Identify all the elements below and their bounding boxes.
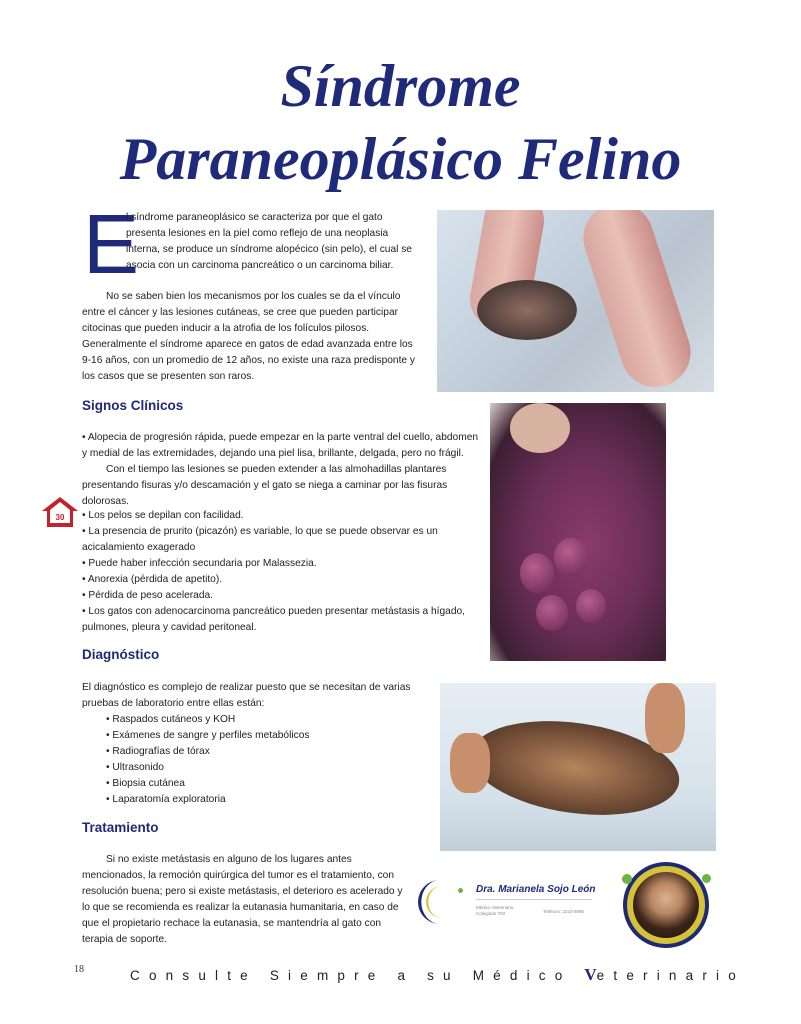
card-colegiado: Colegiado 703	[476, 911, 506, 916]
intro-text-2: No se saben bien los mecanismos por los cuales se da el vínculo entre el cáncer y las lesiones cutáneas, se cree que pueden participar citocinas que pueden inducir a la atrofia de los folículos pilosos. Generalmente el síndrome aparece en gatos de edad avanzada entre los 9-16 años, con un promedio de 12 años, no existe una raza predisponte y los casos que se presenten son raros.	[82, 291, 416, 382]
card-role: Médico Veterinario	[476, 905, 514, 910]
avatar	[623, 862, 709, 948]
house-badge-icon	[40, 495, 80, 529]
heading-signos: Signos Clínicos	[82, 398, 184, 413]
signos-item-1: • Alopecia de progresión rápida, puede empezar en la parte ventral del cuello, abdomen y medial de las extremidades, dejando una piel lisa, brillante, delgada, pero no frágil.	[82, 432, 479, 459]
diagnostico-list-item: • Ultrasonido	[106, 762, 164, 773]
footer-slogan	[130, 965, 745, 985]
diagnostico-list-item: • Exámenes de sangre y perfiles metabólicos	[106, 730, 310, 741]
intro-paragraph-1	[126, 210, 422, 274]
signos-list	[82, 508, 480, 636]
footer-text-1: Consulte Siempre a su Médico	[130, 968, 585, 983]
diagnostico-intro: El diagnóstico es complejo de realizar puesto que se necesitan de varias pruebas de laboratorio entre ellas están:	[82, 682, 411, 709]
drop-cap: E	[83, 197, 140, 291]
green-dot	[702, 874, 711, 883]
diagnostico-list-item: • Biopsia cutánea	[106, 778, 185, 789]
tratamiento-text: Si no existe metástasis en alguno de los lugares antes mencionados, la remoción quirúrgica del tumor es el tratamiento, con resolución buena; pero si existe metástasis, el deterioro es acelerado y lo que se recomienda es realizar la eutanasia humanitaria, en caso de que el propietario rechace la eutanasia, se mantendría al gato con terapia de soporte.	[82, 854, 403, 945]
signos-list-item: • Puede haber infección secundaria por Malassezia.	[82, 558, 317, 569]
signos-list-item: • La presencia de prurito (picazón) es variable, lo que se puede observar es un acicalamiento exagerado	[82, 526, 438, 553]
signos-list-item: • Los pelos se depilan con facilidad.	[82, 510, 244, 521]
diagnostico-list-item: • Raspados cutáneos y KOH	[106, 714, 236, 725]
card-telefono: Teléfono: 2223-5995	[543, 909, 585, 914]
card-divider	[476, 899, 592, 900]
card-name: Dra. Marianela Sojo León	[476, 884, 596, 895]
photo-cat-legs	[437, 210, 714, 392]
signos-item-1b: Con el tiempo las lesiones se pueden extender a las almohadillas plantares presentando fisuras y/o descamación y el gato se niega a caminar por las fisuras dolorosas.	[82, 464, 448, 507]
signos-list-item: • Anorexia (pérdida de apetito).	[82, 574, 223, 585]
tratamiento-block	[82, 852, 410, 948]
heading-diagnostico: Diagnóstico	[82, 647, 160, 662]
badge-number: 30	[55, 513, 65, 522]
signos-list-item: • Los gatos con adenocarcinoma pancreático pueden presentar metástasis a hígado, pulmones, pleura y cavidad peritoneal.	[82, 606, 466, 633]
heading-tratamiento: Tratamiento	[82, 820, 159, 835]
signos-list-item: • Pérdida de peso acelerada.	[82, 590, 213, 601]
intro-paragraph-2	[82, 289, 422, 385]
signos-block-1	[82, 430, 480, 510]
diagnostico-list-item: • Radiografías de tórax	[106, 746, 210, 757]
diagnostico-block	[82, 680, 430, 808]
photo-cat-paw	[490, 403, 666, 661]
photo-cat-body	[440, 683, 716, 851]
crescent-logo-icon	[418, 878, 448, 926]
title-line-2: Paraneoplásico Felino	[119, 126, 682, 192]
diagnostico-list	[82, 712, 430, 808]
page-number: 18	[74, 964, 84, 975]
intro-text-1: l síndrome paraneoplásico se caracteriza por que el gato presenta lesiones en la piel como reflejo de una neoplasia interna, se produce un síndrome alopécico (sin pelo), el cual se asocia con un carcinoma pancreático o un carcinoma biliar.	[126, 212, 412, 271]
green-dot	[458, 888, 463, 893]
diagnostico-list-item: • Laparatomía exploratoria	[106, 794, 226, 805]
footer-text-2: eterinario	[596, 968, 745, 983]
vet-v-icon: V	[584, 965, 597, 984]
green-dot	[622, 874, 632, 884]
title-line-1: Síndrome	[280, 53, 521, 119]
